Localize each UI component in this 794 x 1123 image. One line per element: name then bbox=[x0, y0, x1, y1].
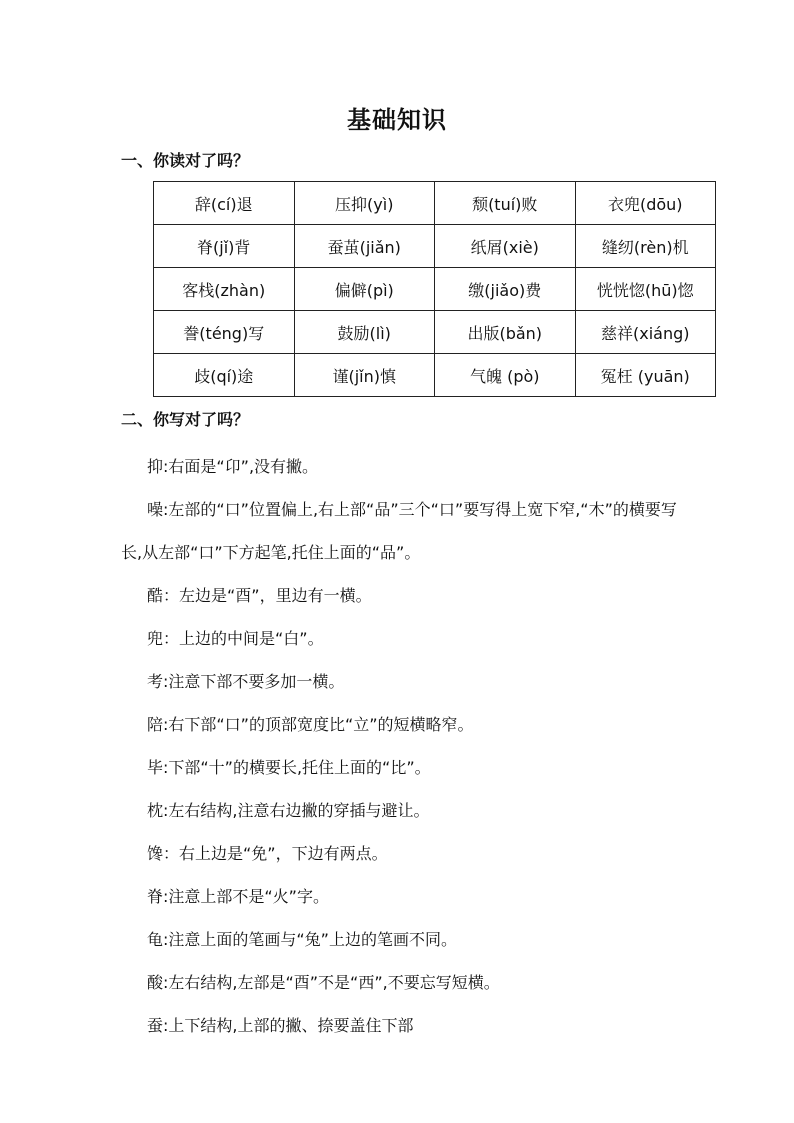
table-cell: 缴(jiǎo)费 bbox=[435, 268, 576, 311]
note-item: 毕:下部“十”的横要长,托住上面的“比”。 bbox=[147, 758, 431, 777]
writing-notes bbox=[121, 445, 681, 1047]
table-cell: 谨(jǐn)慎 bbox=[294, 354, 435, 397]
note-item: 陪:右下部“口”的顶部宽度比“立”的短横略窄。 bbox=[147, 715, 474, 734]
table-cell: 鼓励(lì) bbox=[294, 311, 435, 354]
section-heading-reading: 一、你读对了吗？ bbox=[121, 151, 250, 170]
note-item: 酷：左边是“酉”，里边有一横。 bbox=[147, 586, 372, 605]
table-cell: 出版(bǎn) bbox=[435, 311, 576, 354]
table-cell: 压抑(yì) bbox=[294, 182, 435, 225]
note-item: 兜：上边的中间是“白”。 bbox=[147, 629, 324, 648]
note-item: 馋：右上边是“免”，下边有两点。 bbox=[147, 844, 388, 863]
table-cell: 衣兜(dōu) bbox=[575, 182, 716, 225]
note-item: 考:注意下部不要多加一横。 bbox=[147, 672, 345, 691]
table-cell: 偏僻(pì) bbox=[294, 268, 435, 311]
table-cell: 冤枉 (yuān) bbox=[575, 354, 716, 397]
note-item: 噪:左部的“口”位置偏上,右上部“品”三个“口”要写得上宽下窄,“木”的横要写长,从左部“口”下方起笔,托住上面的“品”。 bbox=[121, 500, 677, 562]
note-item: 脊:注意上部不是“火”字。 bbox=[147, 887, 329, 906]
table-row bbox=[154, 354, 716, 397]
table-cell: 辞(cí)退 bbox=[154, 182, 295, 225]
note-item: 枕:左右结构,注意右边撇的穿插与避让。 bbox=[147, 801, 430, 820]
table-cell: 颓(tuí)败 bbox=[435, 182, 576, 225]
table-row bbox=[154, 268, 716, 311]
note-item: 蚕:上下结构,上部的撇、捺要盖住下部 bbox=[147, 1016, 414, 1035]
page-title: 基础知识 bbox=[347, 106, 447, 134]
note-item: 抑:右面是“卬”,没有撇。 bbox=[147, 457, 319, 476]
note-item: 酸:左右结构,左部是“酉”不是“西”,不要忘写短横。 bbox=[147, 973, 500, 992]
table-cell: 恍恍惚(hū)惚 bbox=[575, 268, 716, 311]
table-cell: 纸屑(xiè) bbox=[435, 225, 576, 268]
table-cell: 客栈(zhàn) bbox=[154, 268, 295, 311]
table-row bbox=[154, 225, 716, 268]
table-cell: 脊(jǐ)背 bbox=[154, 225, 295, 268]
note-item: 龟:注意上面的笔画与“兔”上边的笔画不同。 bbox=[147, 930, 457, 949]
table-cell: 气魄 (pò) bbox=[435, 354, 576, 397]
table-cell: 蚕茧(jiǎn) bbox=[294, 225, 435, 268]
table-cell: 誊(téng)写 bbox=[154, 311, 295, 354]
table-row bbox=[154, 311, 716, 354]
table-cell: 慈祥(xiáng) bbox=[575, 311, 716, 354]
reading-table bbox=[153, 181, 716, 397]
table-cell: 缝纫(rèn)机 bbox=[575, 225, 716, 268]
table-cell: 歧(qí)途 bbox=[154, 354, 295, 397]
table-row bbox=[154, 182, 716, 225]
section-heading-writing: 二、你写对了吗？ bbox=[121, 410, 250, 429]
